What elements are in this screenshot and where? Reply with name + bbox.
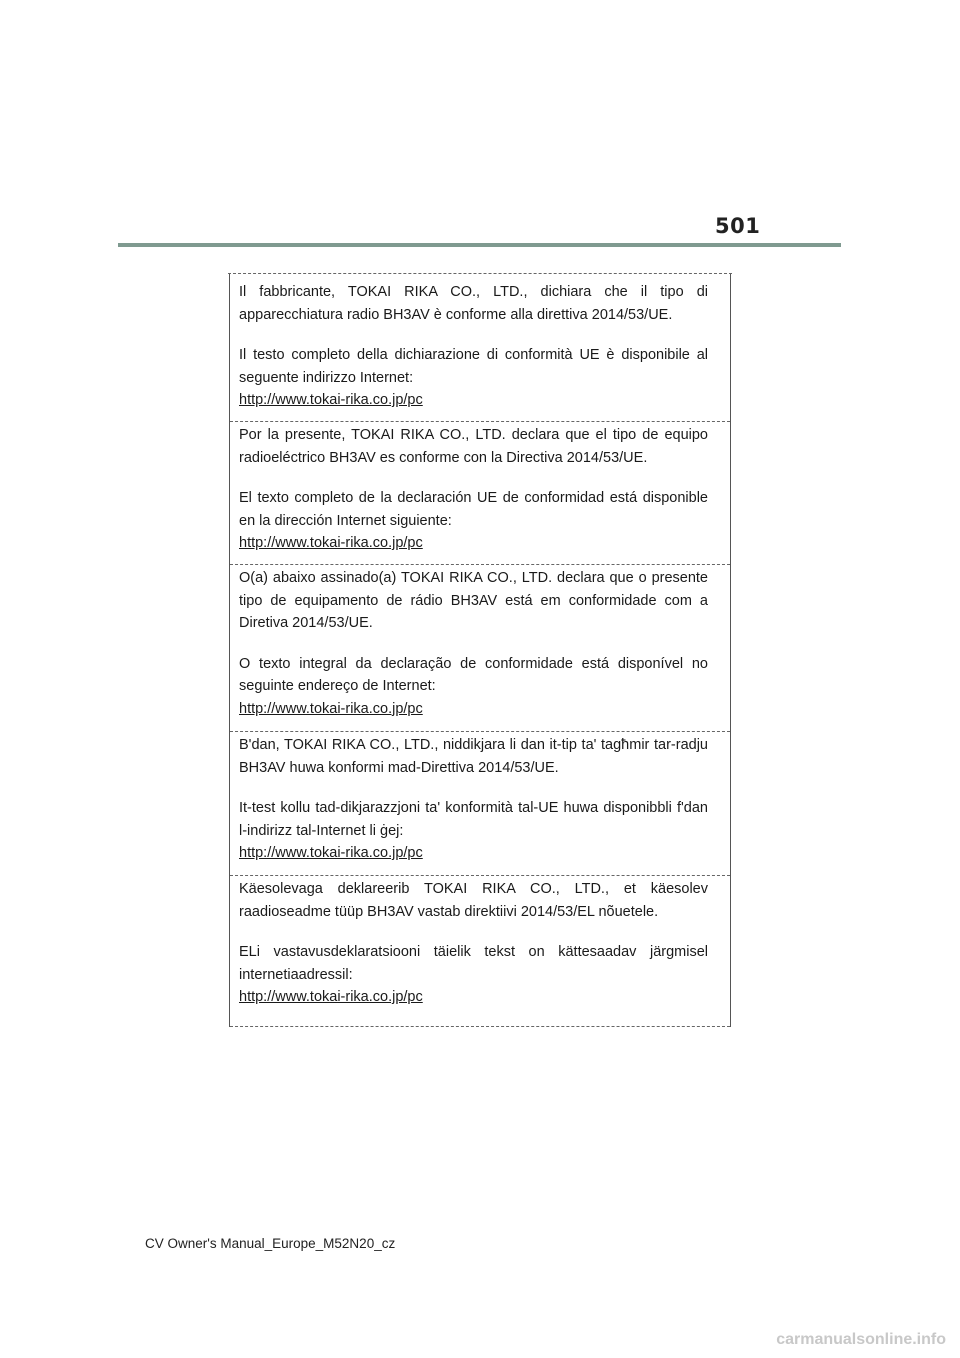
- declaration-availability: El texto completo de la declaración UE de conformidad está disponible en la dirección Internet siguiente:: [239, 490, 708, 529]
- declaration-link[interactable]: http://www.tokai-rika.co.jp/pc: [239, 535, 423, 551]
- declaration-link[interactable]: http://www.tokai-rika.co.jp/pc: [239, 700, 423, 717]
- declaration-spanish: [230, 424, 730, 565]
- declaration-statement: B'dan, TOKAI RIKA CO., LTD., niddikjara li dan it-tip ta' tagħmir tar-radju BH3AV huwa konformi mad-Direttiva 2014/53/UE.: [239, 737, 708, 776]
- declaration-availability: ELi vastavusdeklaratsiooni täielik tekst on kättesaadav järgmisel internetiaadressil:: [239, 944, 708, 983]
- declaration-statement: Il fabbricante, TOKAI RIKA CO., LTD., dichiara che il tipo di apparecchiatura radio BH3AV è conforme alla direttiva 2014/53/UE.: [239, 284, 708, 323]
- declaration-link[interactable]: http://www.tokai-rika.co.jp/pc: [239, 392, 423, 408]
- declaration-statement: O(a) abaixo assinado(a) TOKAI RIKA CO., LTD. declara que o presente tipo de equipamento de rádio BH3AV está em conformidade com a Diretiva 2014/53/UE.: [239, 570, 708, 631]
- footer-manual-id: CV Owner's Manual_Europe_M52N20_cz: [145, 1236, 396, 1251]
- declaration-link[interactable]: http://www.tokai-rika.co.jp/pc: [239, 845, 423, 861]
- declaration-availability: O texto integral da declaração de conformidade está disponível no seguinte endereço de Internet:: [239, 655, 708, 694]
- declaration-statement: Käesolevaga deklareerib TOKAI RIKA CO., LTD., et käesolev raadioseadme tüüp BH3AV vastab direktiivi 2014/53/EL nõuetele.: [239, 881, 708, 920]
- declaration-portuguese: [230, 567, 730, 732]
- declaration-statement: Por la presente, TOKAI RIKA CO., LTD. declara que el tipo de equipo radioeléctrico BH3AV es conforme con la Directiva 2014/53/UE.: [239, 427, 708, 466]
- declaration-availability: It-test kollu tad-dikjarazzjoni ta' konformità tal-UE huwa disponibbli f'dan l-indirizz tal-Internet li ġej:: [239, 800, 708, 839]
- declaration-availability: Il testo completo della dichiarazione di conformità UE è disponibile al seguente indirizzo Internet:: [239, 347, 708, 386]
- declaration-link[interactable]: http://www.tokai-rika.co.jp/pc: [239, 989, 423, 1005]
- declaration-scan: [229, 273, 731, 1027]
- declaration-maltese: [230, 734, 730, 876]
- declaration-italian: [230, 281, 730, 422]
- declaration-estonian: [230, 878, 730, 1027]
- header-rule: [118, 243, 841, 247]
- page-number: 501: [715, 214, 761, 238]
- watermark: carmanualsonline.info: [776, 1331, 946, 1348]
